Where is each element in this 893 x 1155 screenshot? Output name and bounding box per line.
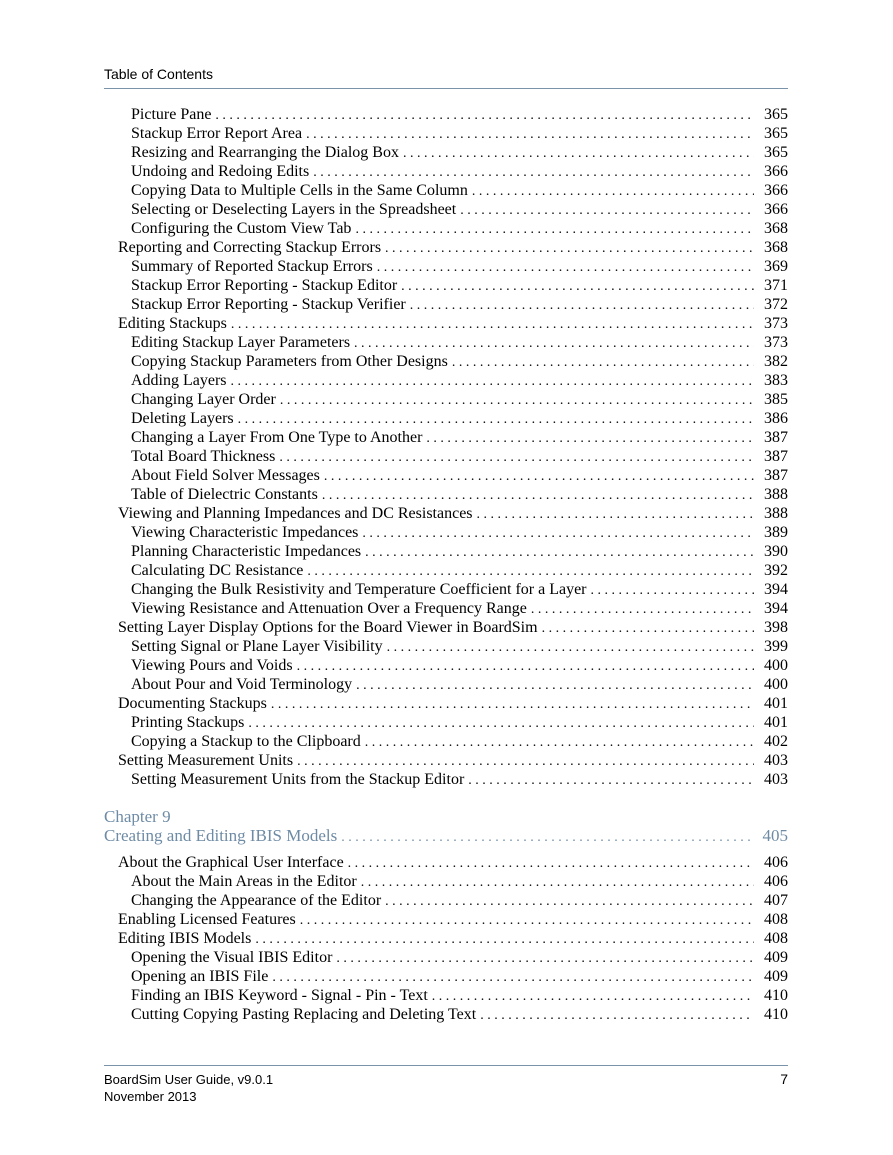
toc-entry-title: Changing the Bulk Resistivity and Temperature Coefficient for a Layer [131, 581, 587, 598]
dot-leader [255, 930, 754, 949]
footer-page-number: 7 [780, 1071, 788, 1087]
toc-entry-page: 390 [764, 543, 788, 560]
toc-entry-title: Table of Dielectric Constants [131, 486, 318, 503]
toc-entry[interactable] [104, 162, 788, 181]
dot-leader [401, 277, 754, 296]
toc-section-chapter-8 [104, 105, 788, 789]
chapter-gap [104, 789, 788, 807]
toc-entry-title: Opening an IBIS File [131, 968, 269, 985]
toc-entry[interactable] [104, 694, 788, 713]
toc-entry[interactable] [104, 485, 788, 504]
toc-entry[interactable] [104, 409, 788, 428]
toc-entry-page: 406 [764, 854, 788, 871]
toc-entry[interactable] [104, 314, 788, 333]
toc-entry[interactable] [104, 948, 788, 967]
dot-leader [356, 676, 754, 695]
toc-entry-page: 399 [764, 638, 788, 655]
dot-leader [468, 771, 754, 790]
toc-entry-page: 366 [764, 201, 788, 218]
footer-rule [104, 1065, 788, 1066]
toc-entry-title: Setting Layer Display Options for the Board Viewer in BoardSim [118, 619, 538, 636]
dot-leader [215, 106, 754, 125]
dot-leader [354, 334, 754, 353]
dot-leader [280, 391, 754, 410]
toc-entry-title: Changing the Appearance of the Editor [131, 892, 382, 909]
toc-entry[interactable] [104, 333, 788, 352]
toc-entry-title: Stackup Error Reporting - Stackup Editor [131, 277, 398, 294]
dot-leader [385, 892, 754, 911]
toc-entry-page: 400 [764, 676, 788, 693]
dot-leader [361, 873, 754, 892]
toc-entry-title: Configuring the Custom View Tab [131, 220, 352, 237]
dot-leader [272, 968, 754, 987]
chapter-title-entry[interactable] [104, 826, 788, 847]
toc-entry-page: 371 [764, 277, 788, 294]
dot-leader [238, 410, 754, 429]
dot-leader [231, 315, 754, 334]
dot-leader [300, 911, 754, 930]
toc-entry-title: Setting Measurement Units [118, 752, 294, 769]
toc-entry-title: Resizing and Rearranging the Dialog Box [131, 144, 399, 161]
toc-entry[interactable] [104, 910, 788, 929]
toc-entry-title: Editing Stackups [118, 315, 227, 332]
toc-entry[interactable] [104, 580, 788, 599]
toc-entry-title: Selecting or Deselecting Layers in the Spreadsheet [131, 201, 457, 218]
toc-entry-title: About Pour and Void Terminology [131, 676, 353, 693]
toc-entry-title: Copying Stackup Parameters from Other Designs [131, 353, 448, 370]
toc-entry-page: 401 [764, 695, 788, 712]
toc-entry[interactable] [104, 967, 788, 986]
toc-entry-page: 387 [764, 429, 788, 446]
toc-entry-page: 394 [764, 600, 788, 617]
dot-leader [231, 372, 754, 391]
toc-entry-title: Changing Layer Order [131, 391, 276, 408]
header-rule [104, 88, 788, 89]
dot-leader [432, 987, 754, 1006]
toc-entry[interactable] [104, 1005, 788, 1024]
toc-entry-title: Stackup Error Report Area [131, 125, 303, 142]
toc-entry[interactable] [104, 618, 788, 637]
toc-entry-page: 408 [764, 930, 788, 947]
toc-entry[interactable] [104, 986, 788, 1005]
toc-entry-title: About Field Solver Messages [131, 467, 320, 484]
toc-entry[interactable] [104, 891, 788, 910]
toc-entry[interactable] [104, 257, 788, 276]
chapter-page-number: 405 [762, 826, 788, 845]
toc-entry[interactable] [104, 371, 788, 390]
dot-leader [452, 353, 754, 372]
toc-entry[interactable] [104, 751, 788, 770]
toc-entry[interactable] [104, 561, 788, 580]
dot-leader [324, 467, 754, 486]
dot-leader [297, 657, 754, 676]
dot-leader [591, 581, 755, 600]
toc-entry[interactable] [104, 295, 788, 314]
toc-entry[interactable] [104, 124, 788, 143]
dot-leader [542, 619, 754, 638]
dot-leader [355, 220, 754, 239]
toc-entry-title: Viewing Resistance and Attenuation Over a Frequency Range [131, 600, 527, 617]
dot-leader [279, 448, 754, 467]
toc-entry-page: 403 [764, 752, 788, 769]
dot-leader [297, 752, 754, 771]
dot-leader [480, 1006, 754, 1025]
toc-entry-title: Viewing Characteristic Impedances [131, 524, 359, 541]
toc-entry-title: Picture Pane [131, 106, 212, 123]
dot-leader [426, 429, 754, 448]
toc-entry-page: 387 [764, 448, 788, 465]
toc-entry-title: About the Main Areas in the Editor [131, 873, 357, 890]
dot-leader [336, 949, 754, 968]
table-of-contents [104, 105, 788, 1024]
toc-entry-title: Finding an IBIS Keyword - Signal - Pin - Text [131, 987, 428, 1004]
toc-entry[interactable] [104, 428, 788, 447]
toc-entry[interactable] [104, 523, 788, 542]
footer-info [104, 1071, 273, 1105]
toc-entry-page: 402 [764, 733, 788, 750]
toc-entry-title: Copying Data to Multiple Cells in the Same Column [131, 182, 468, 199]
toc-entry-page: 403 [764, 771, 788, 788]
toc-entry-page: 388 [764, 505, 788, 522]
toc-entry-title: Adding Layers [131, 372, 227, 389]
dot-leader [341, 828, 754, 847]
toc-entry[interactable] [104, 143, 788, 162]
dot-leader [307, 562, 754, 581]
toc-entry-page: 383 [764, 372, 788, 389]
dot-leader [313, 163, 754, 182]
toc-entry-page: 369 [764, 258, 788, 275]
dot-leader [271, 695, 754, 714]
footer-guide-title: BoardSim User Guide, v9.0.1 [104, 1072, 274, 1087]
dot-leader [365, 543, 754, 562]
toc-entry-title: Enabling Licensed Features [118, 911, 296, 928]
toc-entry-page: 408 [764, 911, 788, 928]
running-header-title: Table of Contents [104, 66, 213, 82]
dot-leader [362, 524, 754, 543]
toc-entry[interactable] [104, 238, 788, 257]
toc-entry-title: Cutting Copying Pasting Replacing and Deleting Text [131, 1006, 477, 1023]
toc-entry[interactable] [104, 637, 788, 656]
toc-entry-page: 386 [764, 410, 788, 427]
dot-leader [348, 854, 754, 873]
toc-entry-title: Undoing and Redoing Edits [131, 163, 310, 180]
dot-leader [377, 258, 754, 277]
toc-entry-title: Opening the Visual IBIS Editor [131, 949, 333, 966]
toc-entry[interactable] [104, 352, 788, 371]
toc-entry-page: 398 [764, 619, 788, 636]
dot-leader [403, 144, 754, 163]
toc-entry-title: Setting Measurement Units from the Stackup Editor [131, 771, 465, 788]
toc-entry[interactable] [104, 181, 788, 200]
dot-leader [248, 714, 754, 733]
toc-entry[interactable] [104, 732, 788, 751]
toc-section-chapter-9 [104, 853, 788, 1024]
toc-entry-page: 366 [764, 182, 788, 199]
toc-entry[interactable] [104, 675, 788, 694]
toc-entry-title: Reporting and Correcting Stackup Errors [118, 239, 382, 256]
toc-entry-page: 406 [764, 873, 788, 890]
toc-entry-title: Summary of Reported Stackup Errors [131, 258, 373, 275]
toc-entry[interactable] [104, 447, 788, 466]
toc-entry-title: Printing Stackups [131, 714, 245, 731]
toc-entry-page: 410 [764, 1006, 788, 1023]
dot-leader [472, 182, 754, 201]
footer-date: November 2013 [104, 1089, 197, 1104]
toc-entry-page: 409 [764, 949, 788, 966]
toc-entry-page: 365 [764, 144, 788, 161]
toc-entry-page: 400 [764, 657, 788, 674]
toc-entry-page: 373 [764, 334, 788, 351]
toc-entry[interactable] [104, 929, 788, 948]
toc-entry-title: Calculating DC Resistance [131, 562, 304, 579]
dot-leader [385, 239, 754, 258]
toc-entry-page: 389 [764, 524, 788, 541]
dot-leader [477, 505, 754, 524]
toc-entry[interactable] [104, 853, 788, 872]
toc-entry-title: Editing Stackup Layer Parameters [131, 334, 351, 351]
dot-leader [306, 125, 754, 144]
toc-entry-title: About the Graphical User Interface [118, 854, 344, 871]
toc-entry[interactable] [104, 770, 788, 789]
toc-entry-page: 392 [764, 562, 788, 579]
toc-entry-page: 409 [764, 968, 788, 985]
toc-entry-page: 387 [764, 467, 788, 484]
toc-entry[interactable] [104, 504, 788, 523]
toc-entry-title: Planning Characteristic Impedances [131, 543, 362, 560]
toc-entry-page: 372 [764, 296, 788, 313]
toc-entry[interactable] [104, 599, 788, 618]
toc-entry-title: Viewing and Planning Impedances and DC Resistances [118, 505, 473, 522]
toc-entry-page: 373 [764, 315, 788, 332]
toc-entry-page: 407 [764, 892, 788, 909]
toc-entry-title: Editing IBIS Models [118, 930, 252, 947]
toc-entry[interactable] [104, 466, 788, 485]
dot-leader [365, 733, 754, 752]
toc-entry-title: Deleting Layers [131, 410, 234, 427]
chapter-number[interactable]: Chapter 9 [104, 807, 171, 826]
toc-entry[interactable] [104, 542, 788, 561]
toc-entry-page: 368 [764, 220, 788, 237]
toc-entry[interactable] [104, 200, 788, 219]
toc-entry[interactable] [104, 105, 788, 124]
toc-entry-title: Setting Signal or Plane Layer Visibility [131, 638, 383, 655]
chapter-title: Creating and Editing IBIS Models [104, 826, 338, 845]
toc-entry-page: 365 [764, 106, 788, 123]
toc-entry-page: 394 [764, 581, 788, 598]
toc-entry-page: 382 [764, 353, 788, 370]
dot-leader [531, 600, 754, 619]
toc-entry-page: 410 [764, 987, 788, 1004]
dot-leader [460, 201, 754, 220]
toc-entry-page: 366 [764, 163, 788, 180]
toc-entry-page: 388 [764, 486, 788, 503]
toc-entry[interactable] [104, 713, 788, 732]
toc-entry[interactable] [104, 390, 788, 409]
toc-entry-title: Stackup Error Reporting - Stackup Verifier [131, 296, 406, 313]
dot-leader [410, 296, 754, 315]
toc-entry-title: Total Board Thickness [131, 448, 276, 465]
dot-leader [387, 638, 754, 657]
dot-leader [322, 486, 754, 505]
toc-entry-page: 368 [764, 239, 788, 256]
toc-entry-title: Viewing Pours and Voids [131, 657, 293, 674]
toc-entry[interactable] [104, 872, 788, 891]
toc-entry-title: Documenting Stackups [118, 695, 267, 712]
toc-entry-page: 365 [764, 125, 788, 142]
toc-entry[interactable] [104, 656, 788, 675]
toc-entry-page: 385 [764, 391, 788, 408]
toc-entry[interactable] [104, 219, 788, 238]
toc-entry-title: Copying a Stackup to the Clipboard [131, 733, 361, 750]
toc-entry[interactable] [104, 276, 788, 295]
toc-entry-title: Changing a Layer From One Type to Another [131, 429, 423, 446]
toc-entry-page: 401 [764, 714, 788, 731]
